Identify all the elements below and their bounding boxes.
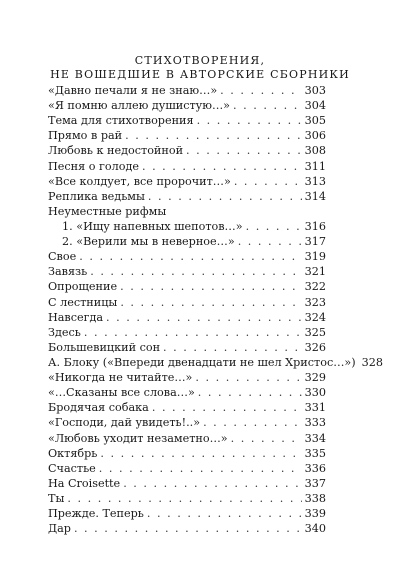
toc-entry (48, 431, 326, 446)
toc-entry (48, 98, 326, 113)
dot-leader (198, 385, 302, 400)
section-subtitle: НЕ ВОШЕДШИЕ В АВТОРСКИЕ СБОРНИКИ (50, 68, 350, 81)
toc-entry (48, 491, 326, 506)
toc-entry-page-number: 306 (304, 129, 326, 143)
dot-leader (203, 415, 302, 430)
toc-entry-title: Навсегда (48, 310, 104, 324)
toc-entry (48, 476, 326, 491)
table-of-contents (48, 83, 383, 536)
toc-entry (48, 415, 326, 430)
toc-entry-title: С лестницы (48, 295, 118, 309)
toc-entry-page-number: 330 (304, 386, 326, 400)
toc-entry-page-number: 304 (304, 99, 326, 113)
toc-entry-title: «Давно печали я не знаю…» (48, 84, 218, 97)
toc-entry (48, 264, 326, 279)
toc-entry-title: Ты (48, 491, 65, 505)
toc-entry-page-number: 337 (304, 476, 326, 490)
toc-entry-page-number: 336 (304, 461, 326, 475)
toc-entry-page-number: 334 (304, 431, 326, 445)
toc-entry-page-number: 305 (304, 114, 326, 128)
toc-entry-title: Песня о голоде (48, 159, 139, 173)
dot-leader (186, 143, 302, 158)
toc-entry-title: Реплика ведьмы (48, 189, 145, 203)
toc-entry-page-number: 325 (304, 325, 326, 339)
toc-entry-page-number: 321 (304, 265, 326, 279)
toc-entry-page-number: 333 (304, 416, 326, 430)
toc-entry-title: Неуместные рифмы (48, 204, 167, 218)
dot-leader (120, 279, 302, 294)
toc-entry-page-number: 314 (304, 189, 326, 203)
toc-entry-title: «Я помню аллею душистую…» (48, 99, 231, 113)
toc-entry (48, 83, 326, 98)
toc-entry-title: Тема для стихотворения (48, 114, 194, 128)
toc-entry-title: Дар (48, 522, 71, 536)
toc-entry (48, 128, 326, 143)
toc-entry-page-number: 308 (304, 144, 326, 158)
dot-leader (99, 461, 302, 476)
dot-leader (90, 264, 301, 279)
toc-entry-title: 1. «Ищу напевных шепотов…» (62, 219, 243, 233)
toc-entry-title: Свое (48, 250, 77, 264)
toc-entry (48, 446, 326, 461)
toc-entry-title: «Любовь уходит незаметно…» (48, 431, 228, 445)
toc-entry-title: Здесь (48, 325, 81, 339)
dot-leader (67, 491, 301, 506)
dot-leader (123, 476, 301, 491)
toc-entry (48, 521, 326, 536)
toc-entry-title: 2. «Верили мы в неверное…» (62, 235, 235, 249)
toc-entry (48, 385, 326, 400)
toc-entry (48, 310, 326, 325)
toc-entry-title: «Господи, дай увидеть!..» (48, 416, 201, 430)
toc-entry-page-number: 339 (304, 507, 326, 521)
toc-entry-title: «…Сказаны все слова…» (48, 386, 195, 400)
toc-entry (48, 506, 326, 521)
toc-entry (48, 189, 326, 204)
toc-entry-title: На Croisette (48, 476, 121, 490)
toc-entry-page-number: 322 (304, 280, 326, 294)
toc-entry-page-number: 335 (304, 446, 326, 460)
toc-entry (48, 234, 326, 249)
dot-leader (100, 446, 301, 461)
toc-entry (48, 279, 326, 294)
toc-entry (48, 249, 326, 264)
dot-leader (152, 400, 302, 415)
toc-entry (48, 355, 383, 370)
toc-entry (48, 400, 326, 415)
toc-entry (48, 113, 326, 128)
dot-leader (231, 431, 302, 446)
toc-entry-title: Большевицкий сон (48, 340, 161, 354)
dot-leader (120, 295, 301, 310)
dot-leader (246, 219, 302, 234)
dot-leader (238, 234, 302, 249)
toc-entry-page-number: 328 (361, 355, 383, 369)
toc-entry (48, 325, 326, 340)
toc-entry-title: «Никогда не читайте…» (48, 371, 193, 385)
dot-leader (197, 113, 302, 128)
toc-entry-page-number: 303 (304, 84, 326, 97)
toc-entry-page-number: 331 (304, 401, 326, 415)
dot-leader (220, 83, 301, 98)
toc-entry (48, 295, 326, 310)
toc-entry-title: Октябрь (48, 446, 98, 460)
dot-leader (147, 506, 302, 521)
toc-entry (48, 340, 326, 355)
toc-entry-page-number: 340 (304, 522, 326, 536)
toc-entry (48, 204, 326, 219)
toc-entry-title: Опрощение (48, 280, 118, 294)
toc-entry (48, 461, 326, 476)
dot-leader (106, 310, 302, 325)
dot-leader (125, 128, 302, 143)
toc-entry-page-number: 338 (304, 491, 326, 505)
toc-entry (48, 159, 326, 174)
toc-entry-title: Счастье (48, 461, 96, 475)
toc-entry-page-number: 313 (304, 174, 326, 188)
toc-entry-title: «Все колдует, все пророчит…» (48, 174, 231, 188)
toc-entry-page-number: 323 (304, 295, 326, 309)
toc-entry (48, 174, 326, 189)
toc-entry-title: Завязь (48, 265, 88, 279)
dot-leader (163, 340, 302, 355)
toc-entry-title: Бродячая собака (48, 401, 149, 415)
dot-leader (74, 521, 302, 536)
toc-entry-page-number: 329 (304, 371, 326, 385)
dot-leader (84, 325, 302, 340)
dot-leader (233, 98, 302, 113)
toc-entry-title: Любовь к недостойной (48, 144, 184, 158)
dot-leader (142, 159, 302, 174)
toc-entry-page-number: 317 (304, 235, 326, 249)
toc-entry-page-number: 311 (304, 159, 326, 173)
toc-entry-title: Прежде. Теперь (48, 507, 144, 521)
dot-leader (148, 189, 302, 204)
toc-entry-page-number: 316 (304, 219, 326, 233)
toc-entry (48, 219, 326, 234)
section-title: СТИХОТВОРЕНИЯ, (134, 54, 266, 67)
toc-entry-page-number: 319 (304, 250, 326, 264)
dot-leader (195, 370, 301, 385)
toc-entry-page-number: 324 (304, 310, 326, 324)
toc-entry (48, 370, 326, 385)
dot-leader (234, 174, 302, 189)
dot-leader (79, 249, 301, 264)
toc-entry-title: А. Блоку («Впереди двенадцати не шел Христос…») (48, 355, 356, 369)
toc-entry-title: Прямо в рай (48, 129, 123, 143)
toc-entry-page-number: 326 (304, 340, 326, 354)
toc-entry (48, 143, 326, 158)
